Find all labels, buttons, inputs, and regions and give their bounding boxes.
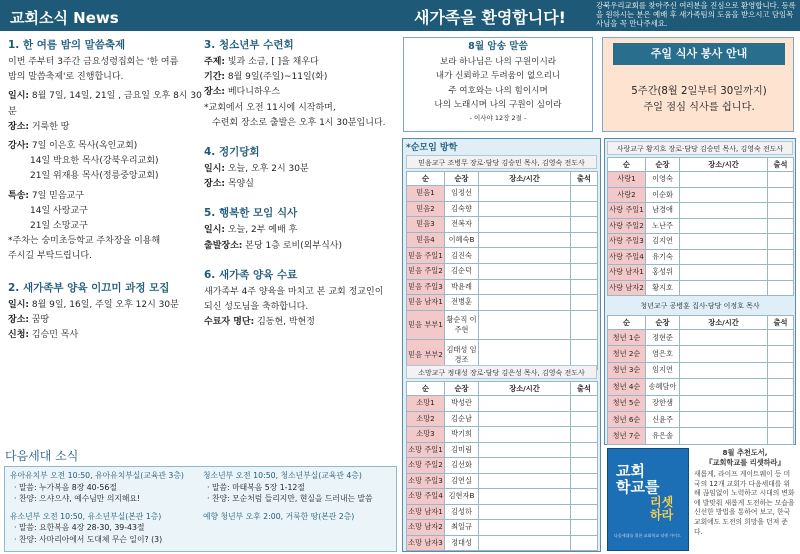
- cell-place-time: [680, 428, 768, 444]
- table-row: [407, 295, 598, 311]
- cell-group-name: 믿음 부부2: [407, 340, 445, 370]
- cell-group-name: 청년 1순: [608, 330, 646, 346]
- cell-place-time: [680, 249, 768, 265]
- cell-leader: 이혜숙B: [445, 232, 479, 248]
- section-title: 4. 정기당회: [204, 146, 260, 159]
- hope-district-banner: 소망교구 정대성 장로·담당 김은성 목사, 김영숙 전도사: [406, 365, 597, 379]
- cell-group-name: 사랑 남자2: [608, 280, 646, 296]
- cell-place-time: [479, 489, 571, 505]
- cell-leader: 장한샘: [646, 395, 680, 411]
- cell-place-time: [479, 535, 571, 551]
- cell-place-time: [680, 362, 768, 378]
- verse-reference: - 이사야 12장 2절 -: [469, 113, 527, 122]
- cell-place-time: [479, 442, 571, 458]
- cell-place-time: [479, 504, 571, 520]
- cell-title: *순모임 방학: [406, 143, 458, 153]
- cell-group-name: 청년 7순: [608, 428, 646, 444]
- table-header: 순장: [646, 158, 680, 172]
- cell-leader: 이영숙: [646, 172, 680, 188]
- cell-place-time: [479, 248, 571, 264]
- text-line: 되신 성도님을 축하합니다.: [204, 302, 309, 313]
- elem-dept-title: 유소년부 오전 10:50, 유소년부실(본관 1층): [10, 511, 162, 521]
- cell-leader: 김순남: [445, 411, 479, 427]
- cell-group-name: 사랑2: [608, 187, 646, 203]
- cell-place-time: [680, 218, 768, 234]
- youth-dept-title: 청소년부 오전 10:50, 청소년부실(교육관 4층): [203, 471, 362, 480]
- table-header: 출석: [571, 172, 598, 186]
- table-header: 출석: [768, 316, 794, 330]
- cell-place-time: [680, 280, 768, 296]
- faith-district-banner: 믿음교구 조병무 장로·담당 김승민 목사, 김영숙 전도사: [406, 155, 597, 169]
- cell-attendance: [571, 427, 598, 443]
- verse-line: 보라 하나님은 나의 구원이시라: [439, 56, 557, 67]
- cell-leader: 임정선: [445, 186, 479, 202]
- book-recommendation: [694, 448, 796, 537]
- cell-attendance: [571, 295, 598, 311]
- label: 일시:: [204, 164, 225, 175]
- cell-leader: 김진숙: [445, 248, 479, 264]
- value: 21일 위재용 목사(정릉중앙교회): [30, 171, 159, 182]
- label: 장소:: [8, 121, 29, 132]
- love-district-banner: 사랑교구 황지호 장로·담당 김승민 목사, 김영숙 전도사: [607, 141, 793, 155]
- cell-place-time: [680, 330, 768, 346]
- cell-leader: 박성란: [445, 396, 479, 412]
- cell-leader: 김성하: [445, 504, 479, 520]
- cell-attendance: [571, 396, 598, 412]
- cell-leader: 김태성 임경조: [445, 340, 479, 370]
- value: 21일 소망교구: [30, 221, 88, 232]
- cell-attendance: [571, 489, 598, 505]
- cell-place-time: [680, 395, 768, 411]
- cell-leader: 김현자B: [445, 489, 479, 505]
- label: 출발장소:: [204, 240, 243, 251]
- kids-word: · 말씀: 누가복음 8장 40-56절: [14, 482, 117, 492]
- news-item-newcomer-leader: [8, 281, 203, 344]
- table-row: [608, 362, 794, 378]
- cell-attendance: [768, 234, 794, 250]
- value: 7일 이은호 목사(옥인교회): [29, 141, 138, 152]
- cell-attendance: [768, 330, 794, 346]
- cell-leader: 전복자: [445, 217, 479, 233]
- cell-group-name: 소망1: [407, 396, 445, 412]
- cell-leader: 박윤례: [445, 279, 479, 295]
- love-cell-table: [607, 157, 794, 296]
- cell-attendance: [571, 248, 598, 264]
- cell-attendance: [768, 280, 794, 296]
- cell-group-name: 사랑1: [608, 172, 646, 188]
- value: 14일 사랑교구: [30, 205, 88, 216]
- lunch-title: 주일 식사 봉사 안내: [613, 43, 785, 65]
- young-adult-title: 예향 청년부 오후 2:00, 거룩한 땅(본관 2층): [203, 511, 355, 521]
- cell-group-name: 믿음3: [407, 217, 445, 233]
- table-row: [608, 379, 794, 395]
- book-cover-small: 다음세대를 위한 교회학교 리셋 가이드: [614, 533, 681, 538]
- elem-word: · 말씀: 요한복음 4장 28-30, 39-43절: [14, 523, 145, 533]
- value: 꿈땅: [29, 314, 50, 325]
- text-line: 이번 주부터 3주간 금요성령집회는 '한 여름: [8, 57, 179, 67]
- label: 기간:: [204, 72, 225, 83]
- table-row: [608, 346, 794, 362]
- cell-leader: 김지연: [646, 234, 680, 250]
- cell-leader: 임지연: [646, 362, 680, 378]
- table-row: [608, 187, 794, 203]
- lunch-line: 주일 점심 식사를 쉽니다.: [643, 102, 755, 113]
- table-header: 장소/시간: [680, 316, 768, 330]
- cell-attendance: [768, 203, 794, 219]
- cell-attendance: [571, 201, 598, 217]
- cell-group-name: 사랑 주일2: [608, 218, 646, 234]
- table-header: 순: [608, 158, 646, 172]
- label: 장소:: [8, 314, 29, 325]
- value: 오늘, 2부 예배 후: [225, 225, 298, 236]
- cell-place-time: [479, 310, 571, 340]
- verse-line: 내가 신뢰하고 두려움이 없으리니: [435, 71, 561, 82]
- section-title: 6. 새가족 양육 수료: [204, 268, 298, 281]
- cell-place-time: [479, 458, 571, 474]
- cell-leader: 박기희: [445, 427, 479, 443]
- welcome-title: 새가족을 환영합니다!: [414, 8, 566, 27]
- cell-place-time: [479, 217, 571, 233]
- verse-line: 나의 노래시며 나의 구원이 심이라: [434, 100, 562, 111]
- news-column-2: [204, 38, 399, 342]
- nextgen-box: [4, 466, 397, 552]
- value: 14일 박요한 목사(강북우리교회): [30, 156, 159, 167]
- young-cell-table: [607, 315, 794, 445]
- cell-place-time: [680, 346, 768, 362]
- table-row: [407, 232, 598, 248]
- cell-leader: 김연실: [445, 473, 479, 489]
- cell-attendance: [768, 362, 794, 378]
- cell-group-name: 소망 주일4: [407, 489, 445, 505]
- cell-group-name: 믿음 부부1: [407, 310, 445, 340]
- value: 김동현, 박현정: [254, 317, 315, 328]
- cell-attendance: [768, 172, 794, 188]
- value: 거룩한 땅: [29, 121, 70, 132]
- lunch-notice-box: [602, 37, 794, 132]
- cell-group-name: 소망 주일3: [407, 473, 445, 489]
- cell-leader: 정대성: [445, 535, 479, 551]
- welcome-header: [400, 0, 800, 31]
- cell-place-time: [479, 201, 571, 217]
- cell-leader: 정현준: [646, 330, 680, 346]
- section-title: 5. 행복한 모임 식사: [204, 207, 298, 220]
- note: 수련회 장소로 출발은 오후 1시 30분입니다.: [212, 117, 386, 128]
- table-row: [407, 411, 598, 427]
- cell-leader: 김미림: [445, 442, 479, 458]
- cell-group-name: 소망 주일1: [407, 442, 445, 458]
- cell-leader: 홍성위: [646, 265, 680, 281]
- table-row: [608, 234, 794, 250]
- table-row: [407, 201, 598, 217]
- cell-group-name: 청년 2순: [608, 346, 646, 362]
- table-row: [608, 411, 794, 427]
- cell-group-name: 청년 3순: [608, 362, 646, 378]
- table-header: 순: [407, 172, 445, 186]
- cell-place-time: [479, 411, 571, 427]
- kids-dept-title: 유아유치부 오전 10:50, 유아유치부실(교육관 3층): [10, 471, 184, 480]
- cell-group-name: 믿음2: [407, 201, 445, 217]
- cell-leader: 김숙향: [445, 201, 479, 217]
- table-row: [608, 249, 794, 265]
- label: 장소:: [204, 179, 225, 190]
- label: 특송:: [8, 190, 29, 201]
- rec-title-1: 8월 추천도서,: [722, 448, 768, 457]
- table-row: [407, 279, 598, 295]
- note: *교회에서 오전 11시에 시작하며,: [204, 102, 336, 113]
- section-title: 2. 새가족부 양육 이끄미 과정 모집: [8, 281, 170, 294]
- label: 주제:: [204, 57, 225, 67]
- cell-place-time: [479, 279, 571, 295]
- cell-place-time: [680, 379, 768, 395]
- cell-group-name: 믿음 주일3: [407, 279, 445, 295]
- cell-place-time: [680, 265, 768, 281]
- cell-place-time: [479, 520, 571, 536]
- value: 베다니하우스: [225, 87, 281, 98]
- label: 장소:: [204, 87, 225, 98]
- table-row: [407, 504, 598, 520]
- text-line: 밤의 말씀축제'로 진행합니다.: [8, 72, 124, 83]
- cell-group-name: 믿음1: [407, 186, 445, 202]
- cell-attendance: [571, 279, 598, 295]
- cell-attendance: [768, 346, 794, 362]
- label: 신청:: [8, 330, 29, 341]
- cell-group-name: 청년 6순: [608, 411, 646, 427]
- cell-attendance: [571, 473, 598, 489]
- table-row: [407, 186, 598, 202]
- table-row: [608, 218, 794, 234]
- cell-place-time: [680, 203, 768, 219]
- table-header: 장소/시간: [479, 382, 571, 396]
- rec-body: 새롭게, 라이프 게이트웨이 등 미국의 12개 교회가 다음세대를 위해 끊임없이 노력하고 시대의 변화에 발맞춰 새롭게 도전하는 모습을 신선한 방법을 통하여 보고, 한국 교회에도 도전의 희망을 던져 준다.: [694, 470, 795, 536]
- section-title: 1. 한 여름 밤의 말씀축제: [8, 39, 126, 51]
- table-row: [407, 427, 598, 443]
- cell-place-time: [479, 263, 571, 279]
- elem-song: · 찬양: 사마리아에서 도대체 무슨 일이? (3): [14, 534, 163, 544]
- table-header: 출석: [768, 158, 794, 172]
- cell-place-time: [479, 295, 571, 311]
- news-header: [0, 0, 400, 31]
- note: 주시길 부탁드립니다.: [8, 251, 92, 262]
- news-item-summer-festival: [8, 38, 203, 265]
- table-row: [407, 248, 598, 264]
- cell-attendance: [571, 232, 598, 248]
- news-column-1: [8, 38, 203, 355]
- table-header: 장소/시간: [680, 158, 768, 172]
- cell-leader: 김순덕: [445, 263, 479, 279]
- label: 강사:: [8, 141, 29, 152]
- cell-attendance: [571, 186, 598, 202]
- cell-attendance: [571, 458, 598, 474]
- section-title: 3. 청소년부 수련회: [204, 39, 294, 51]
- cell-place-time: [680, 187, 768, 203]
- table-row: [407, 442, 598, 458]
- table-header: 순: [608, 316, 646, 330]
- cell-group-name: 소망 남자1: [407, 504, 445, 520]
- note: *주차는 숭미초등학교 주차장을 이용해: [8, 236, 161, 247]
- cell-group-name: 사랑 주일1: [608, 203, 646, 219]
- cell-group-name: 소망3: [407, 427, 445, 443]
- value: 8월 9일(주일)~11일(화): [225, 72, 328, 83]
- value: 본당 1층 로비(외부식사): [242, 240, 342, 251]
- lunch-line: 5주간(8월 2일부터 30일까지): [631, 86, 767, 97]
- value: 7일 믿음교구: [29, 190, 84, 201]
- cell-group-name: 소망2: [407, 411, 445, 427]
- cell-group-name: 소망 남자3: [407, 535, 445, 551]
- cell-place-time: [479, 396, 571, 412]
- cell-group-name: 사랑 주일3: [608, 234, 646, 250]
- cell-group-name: 청년 5순: [608, 395, 646, 411]
- cell-attendance: [571, 310, 598, 340]
- cell-place-time: [479, 232, 571, 248]
- cell-group-name: 믿음 주일1: [407, 248, 445, 264]
- value: 목양실: [225, 179, 254, 190]
- table-row: [407, 396, 598, 412]
- table-row: [608, 280, 794, 296]
- cell-group-name: 청년 4순: [608, 379, 646, 395]
- cell-place-time: [479, 186, 571, 202]
- cell-attendance: [768, 395, 794, 411]
- cell-group-name: 믿음 주일2: [407, 263, 445, 279]
- book-cover-image: [607, 448, 689, 551]
- label: 일시:: [204, 225, 225, 236]
- table-row: [407, 473, 598, 489]
- table-row: [407, 263, 598, 279]
- table-row: [608, 395, 794, 411]
- table-row: [608, 330, 794, 346]
- cell-leader: 노난주: [646, 218, 680, 234]
- verse-title: 8월 암송 말씀: [468, 41, 528, 52]
- value: 오늘, 오후 2시 30분: [225, 164, 309, 175]
- cell-leader: 최일규: [445, 520, 479, 536]
- cell-attendance: [768, 187, 794, 203]
- verse-line: 주 여호와는 나의 힘이시며: [448, 85, 548, 96]
- book-cover-title: 교회 학교를: [616, 462, 660, 496]
- table-header: 장소/시간: [479, 172, 571, 186]
- cell-group-name: 사랑 남자1: [608, 265, 646, 281]
- table-row: [608, 265, 794, 281]
- cell-leader: 전병훈: [445, 295, 479, 311]
- table-row: [407, 489, 598, 505]
- table-row: [407, 310, 598, 340]
- table-header: 순장: [445, 172, 479, 186]
- youth-word: · 말씀: 마태복음 5장 1-12절: [207, 482, 305, 492]
- cell-attendance: [768, 411, 794, 427]
- table-row: [407, 217, 598, 233]
- cell-group-name: 믿음4: [407, 232, 445, 248]
- cell-leader: 유은솔: [646, 428, 680, 444]
- cell-attendance: [768, 428, 794, 444]
- young-district-banner: 청년교구 공병훈 집사·담당 이정호 목사: [607, 299, 793, 313]
- news-item-newcomer-graduation: [204, 268, 399, 331]
- cell-attendance: [768, 218, 794, 234]
- cell-attendance: [571, 411, 598, 427]
- cell-leader: 황순직 이주현: [445, 310, 479, 340]
- label: 일시:: [8, 91, 29, 102]
- cell-attendance: [768, 249, 794, 265]
- cell-place-time: [680, 234, 768, 250]
- faith-cell-table: [406, 171, 598, 370]
- cell-attendance: [571, 535, 598, 551]
- cell-group-name: 소망 남자2: [407, 520, 445, 536]
- value: 8월 7일, 14일, 21일 , 금요일 오후 8시 30분: [8, 91, 202, 117]
- cell-attendance: [571, 520, 598, 536]
- cell-leader: 유기숙: [646, 249, 680, 265]
- cell-leader: 김선화: [445, 458, 479, 474]
- youth-song: · 찬양: 모순처럼 들리지만, 현실을 드러내는 말씀: [207, 494, 373, 504]
- kids-song: · 찬양: 으샤으샤, 예수님만 의지해요!: [14, 494, 141, 504]
- cell-group-name: 소망 주일2: [407, 458, 445, 474]
- cell-group-name: 믿음 남자1: [407, 295, 445, 311]
- cell-attendance: [768, 265, 794, 281]
- value: 빛과 소금, [ ]을 채우다: [225, 57, 319, 67]
- table-row: [407, 458, 598, 474]
- table-row: [608, 203, 794, 219]
- rec-title-2: 『교회학교를 리셋하라』: [705, 458, 785, 467]
- table-header: 순장: [445, 382, 479, 396]
- cell-attendance: [571, 504, 598, 520]
- text-line: 새가족부 4주 양육을 마치고 본 교회 정교인이: [204, 286, 384, 297]
- news-title: 교회소식 News: [10, 9, 119, 27]
- value: 김승민 목사: [29, 330, 79, 341]
- news-item-meal: [204, 206, 399, 253]
- table-header: 출석: [571, 382, 598, 396]
- hope-cell-table: [406, 381, 598, 551]
- table-header: 순: [407, 382, 445, 396]
- table-row: [407, 520, 598, 536]
- cell-attendance: [571, 217, 598, 233]
- cell-attendance: [768, 379, 794, 395]
- welcome-text: 강북우리교회를 찾아주신 여러분을 진심으로 환영합니다. 등록을 원하시는 분은 예배 후 새가족팀의 도움을 받으시고 담임목사님을 꼭 만나주세요.: [596, 1, 796, 29]
- cell-leader: 송혜담아: [646, 379, 680, 395]
- value: 8월 9일, 16일, 주일 오후 12시 30분: [29, 299, 179, 310]
- cell-leader: 염은호: [646, 346, 680, 362]
- cell-leader: 신윤주: [646, 411, 680, 427]
- cell-leader: 남경애: [646, 203, 680, 219]
- nextgen-title: 다음세대 소식: [5, 449, 79, 463]
- cell-leader: 황지호: [646, 280, 680, 296]
- memory-verse-box: [403, 37, 593, 132]
- table-row: [407, 535, 598, 551]
- news-item-session: [204, 145, 399, 192]
- cell-place-time: [479, 427, 571, 443]
- cell-attendance: [571, 442, 598, 458]
- news-item-youth-retreat: [204, 38, 399, 131]
- cell-place-time: [479, 473, 571, 489]
- label: 수료자 명단:: [204, 317, 255, 328]
- table-row: [608, 172, 794, 188]
- table-header: 순장: [646, 316, 680, 330]
- cell-attendance: [571, 263, 598, 279]
- book-cover-subtitle: 리셋 하라: [650, 495, 674, 522]
- cell-place-time: [680, 411, 768, 427]
- label: 일시:: [8, 299, 29, 310]
- cell-group-name: 사랑 주일4: [608, 249, 646, 265]
- table-row: [608, 428, 794, 444]
- cell-leader: 이순화: [646, 187, 680, 203]
- cell-place-time: [680, 172, 768, 188]
